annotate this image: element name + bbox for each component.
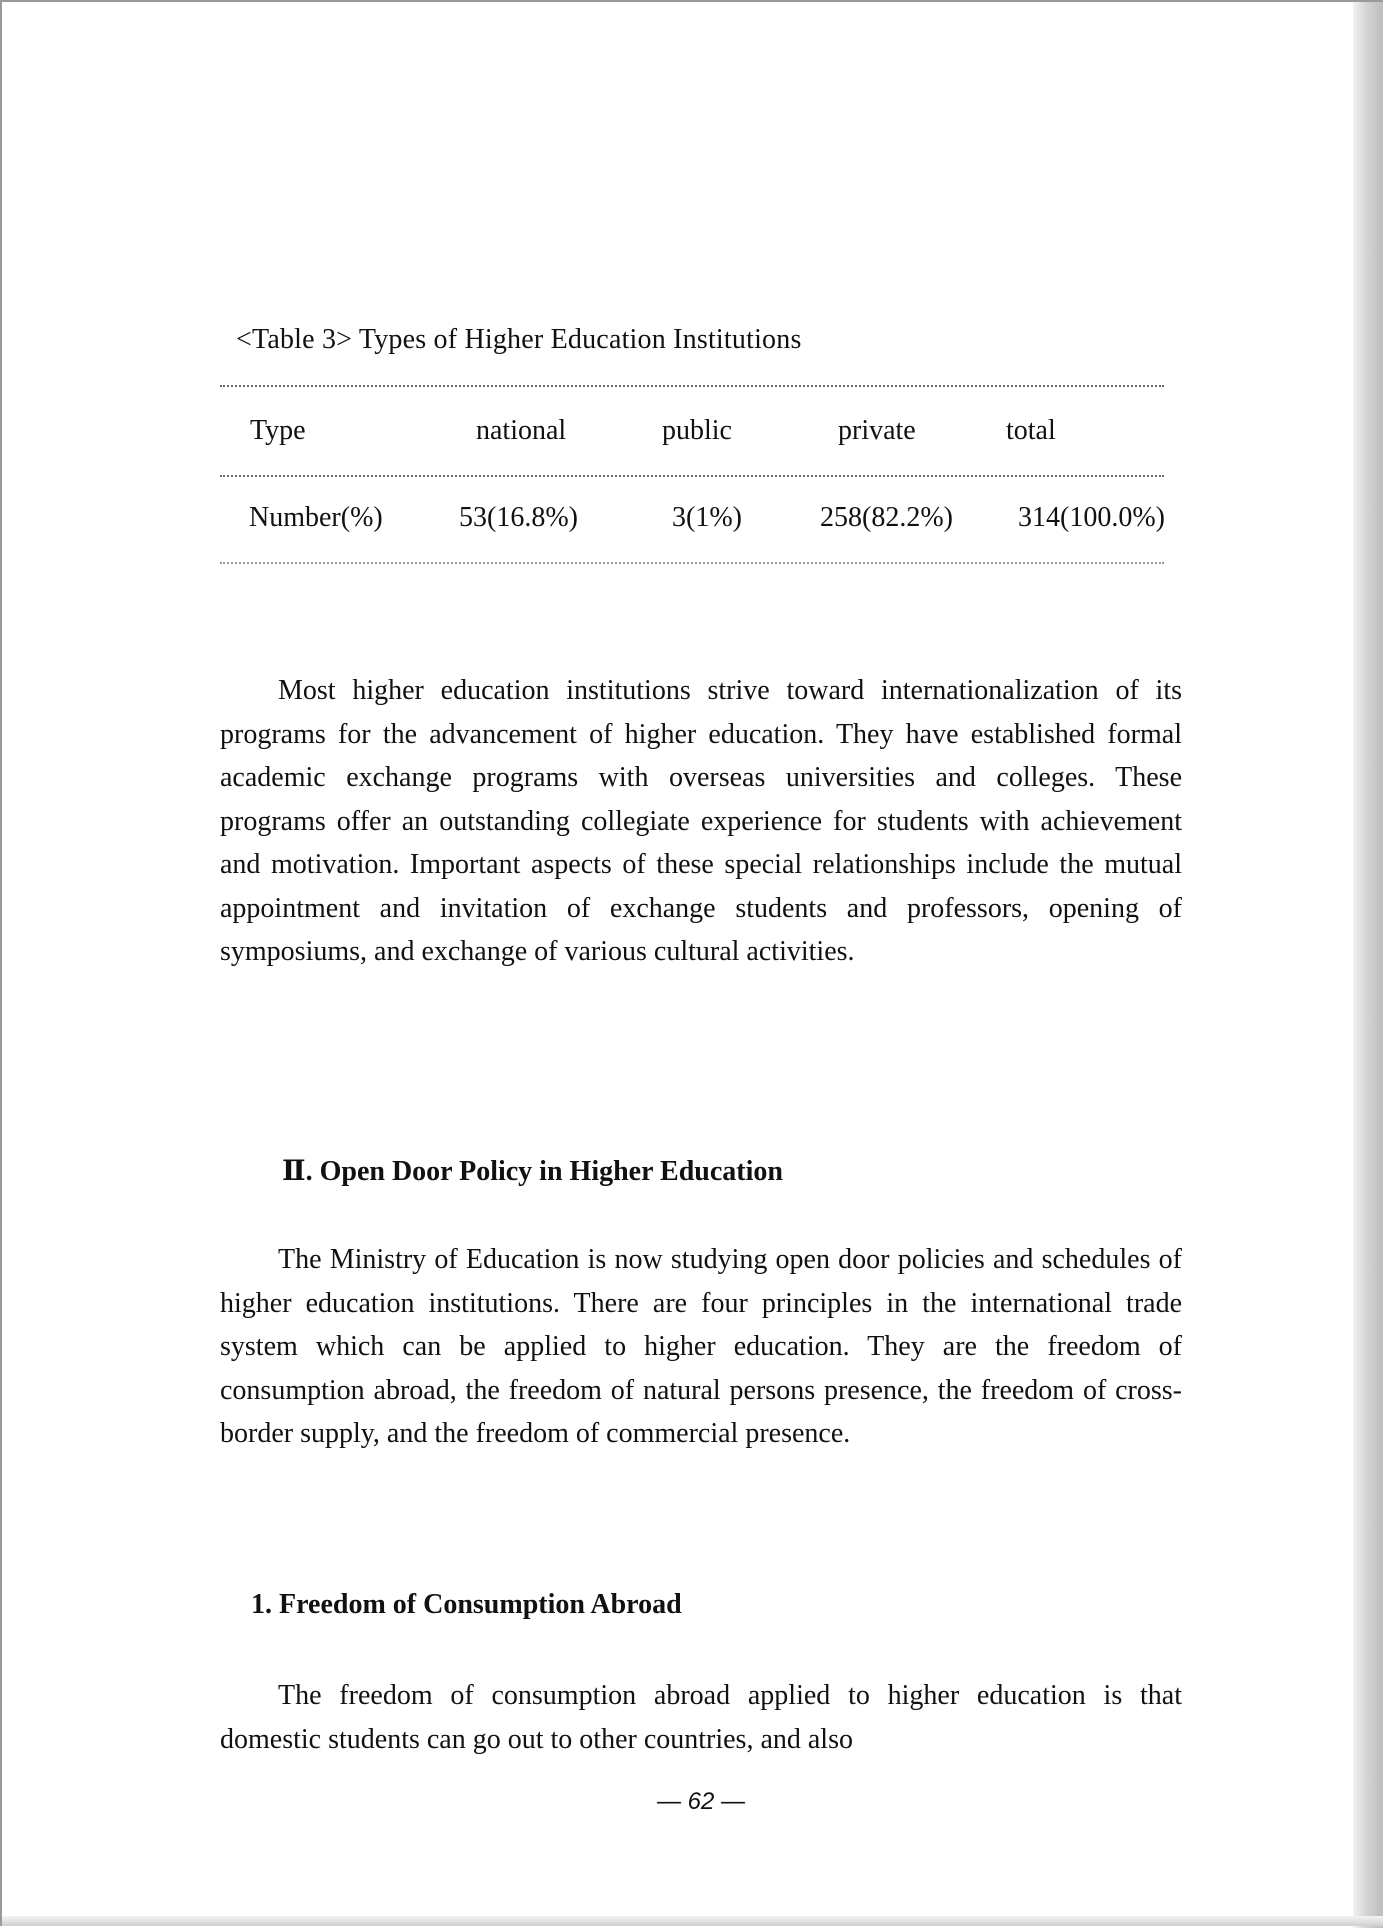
page-number: — 62 — [657,1788,746,1815]
table-caption: <Table 3> Types of Higher Education Institutions [236,324,802,355]
table-header-rule [220,475,1164,477]
body-paragraph: The freedom of consumption abroad applied to higher education is that domestic students can go out to other countries, and also [220,1680,1182,1755]
body-paragraph: The Ministry of Education is now studying open door policies and schedules of higher education institutions. There are four principles in the international trade system which can be applied to higher education. They are the freedom of consumption abroad, the freedom of natural persons presence, the freedom of cross-border supply, and the freedom of commercial presence. [220,1244,1182,1449]
table-header-cell: Type [250,415,306,446]
section-heading: Ⅱ. Open Door Policy in Higher Education [282,1156,783,1187]
table-header-cell: private [838,415,916,446]
table-cell: 3(1%) [672,502,742,533]
body-paragraph: Most higher education institutions strive toward internationalization of its programs for the advancement of higher education. They have established formal academic exchange programs with overseas universities and colleges. These programs offer an outstanding collegiate experience for students with achievement and motivation. Important aspects of these special relationships include the mutual appointment and invitation of exchange students and professors, opening of symposiums, and exchange of various cultural activities. [220,675,1182,967]
table-cell: 314(100.0%) [1018,502,1165,533]
table-cell: 258(82.2%) [820,502,953,533]
page-edge-shadow [2,1916,1383,1926]
table-cell: 53(16.8%) [459,502,578,533]
table-cell: Number(%) [249,502,383,533]
table-header-cell: total [1006,415,1056,446]
table-bottom-rule [220,562,1164,564]
table-header-cell: public [662,415,732,446]
page-edge-shadow [1353,2,1383,1928]
subsection-heading: 1. Freedom of Consumption Abroad [251,1589,682,1620]
table-top-rule [220,385,1164,387]
table-header-cell: national [476,415,567,446]
